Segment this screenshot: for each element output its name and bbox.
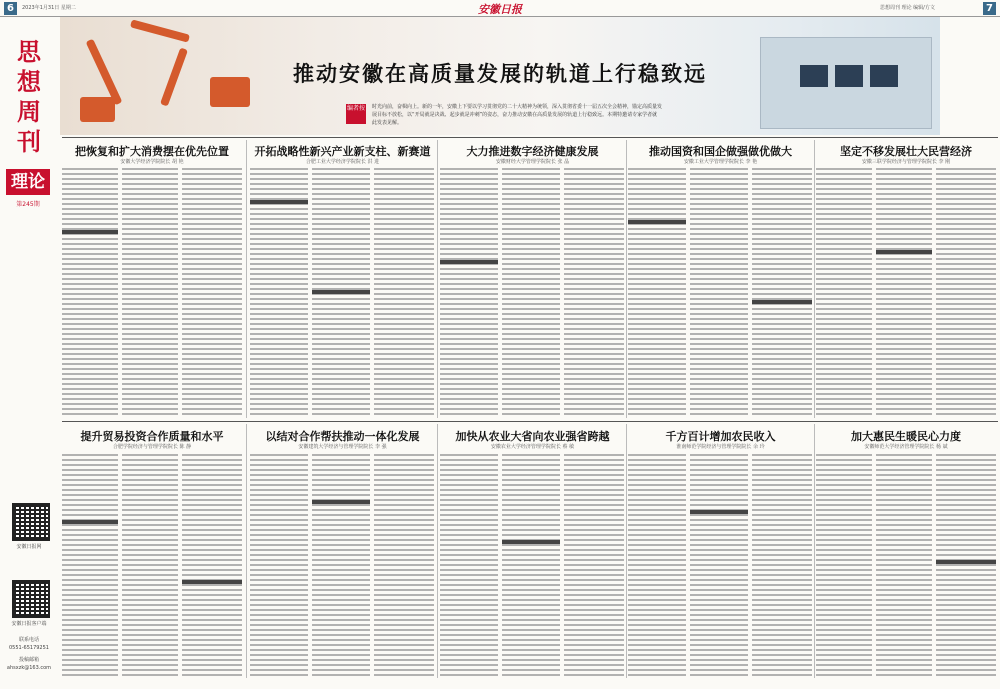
article-body-column [122,168,178,416]
issue-number: 第245期 [16,201,40,208]
subheading [312,500,370,504]
article-title: 把恢复和扩大消费摆在优先位置 [75,145,229,158]
contact-label: 联系电话 [18,637,39,643]
column-divider [246,140,247,418]
subheading [250,200,308,204]
robot-base-icon [80,97,115,122]
article-title: 提升贸易投资合作质量和水平 [80,430,224,443]
email-address: ahsxzk@163.com [6,665,52,671]
article-author: 安徽农业大学经济管理学院院长 蔡 敏 [490,444,575,450]
article-title: 千方百计增加农民收入 [665,430,776,443]
qr-caption: 安徽日报客户端 [11,621,47,627]
article-author: 安徽大学经济学院院长 胡 艳 [120,159,184,165]
article-body-column [374,454,434,678]
article-body-column [628,454,686,678]
article-body-column [182,168,242,416]
article-body-column [62,168,118,416]
subheading [62,520,118,524]
column-divider [437,140,438,418]
subheading [312,290,370,294]
subheading [628,220,686,224]
article-author: 安徽师范大学经济管理学院院长 杨 斌 [864,444,948,450]
subheading [936,560,996,564]
left-page-number: 6 [4,2,17,15]
article-author: 安徽三联学院经济与管理学院院长 李 刚 [861,159,951,165]
qr-code-icon [12,503,50,541]
main-headline: 推动安徽在高质量发展的轨道上行稳致远 [293,61,707,86]
editor-note-tag: 编者按 [346,104,366,124]
article-body-column [876,168,932,416]
article-body-column [62,454,118,678]
article-body-column [564,168,624,416]
email-label: 投稿邮箱 [18,657,39,663]
subheading [440,260,498,264]
subheading [502,540,560,544]
article-body-column [628,168,686,416]
subheading [876,250,932,254]
article-author: 合肥工业大学经济学院院长 洪 进 [305,159,380,165]
article-body-column [250,168,308,416]
column-divider [814,140,815,418]
article-title: 加大惠民生暖民心力度 [851,430,961,443]
article-body-column [564,454,624,678]
section-divider [62,421,998,422]
article-body-column [816,168,872,416]
article-author: 合肥学院经济与管理学院院长 陈 静 [112,444,192,450]
column-divider [626,424,627,678]
phone-number: 0551-65179251 [9,645,49,651]
sidebar [0,17,58,689]
section-badge: 理论 [6,169,50,195]
column-divider [246,424,247,678]
article-body-column [936,454,996,678]
article-title: 推动国资和国企做强做优做大 [649,145,792,158]
subheading [690,510,748,514]
article-body-column [312,454,370,678]
qr-code-icon [12,580,50,618]
article-body-column [752,168,812,416]
right-page-number: 7 [983,2,996,15]
article-body-column [440,454,498,678]
article-author: 安徽建筑大学经济与管理学院院长 李 强 [298,444,387,450]
article-author: 淮南师范学院经济与管理学院院长 余 玲 [676,444,765,450]
subheading [62,230,118,234]
article-body-column [440,168,498,416]
article-title: 大力推进数字经济健康发展 [466,145,599,158]
column-title: 思想周刊 [17,37,41,156]
article-body-column [250,454,308,678]
article-author: 安徽财经大学管理学院院长 张 晶 [495,159,570,165]
article-body-column [502,454,560,678]
subheading [182,580,242,584]
robot-arm-icon [130,19,190,42]
editor-note-text: 时光向前，奋楫向上。新的一年，安徽上下要以学习贯彻党的二十大精神为统领，深入贯彻省委十一届五次全会精神，锚定高质量发展目标不放松，以“开局就是决战、起步就是冲刺”的姿态，奋力推动安徽在高质量发展的轨道上行稳致远。本期特邀请专家学者就此发表见解。 [372,104,663,126]
left-date: 2023年1月31日 星期二 [22,5,76,11]
qr-caption: 安徽日报网 [16,544,42,550]
article-body-column [374,168,434,416]
page-header [0,0,1000,17]
section-divider [62,137,998,138]
masthead: 安徽日报 [478,3,522,16]
article-body-column [816,454,872,678]
right-header-info: 思想周刊 理论 编辑/方文 [880,5,935,11]
article-body-column [502,168,560,416]
article-body-column [122,454,178,678]
article-title: 开拓战略性新兴产业新支柱、新赛道 [254,145,431,158]
article-author: 安徽工业大学管理学院院长 李 艳 [683,159,758,165]
article-title: 坚定不移发展壮大民营经济 [840,145,972,158]
column-divider [437,424,438,678]
article-title: 加快从农业大省向农业强省跨越 [455,430,610,443]
article-body-column [876,454,932,678]
article-body-column [690,454,748,678]
column-divider [626,140,627,418]
article-body-column [752,454,812,678]
article-title: 以结对合作帮扶推动一体化发展 [265,430,420,443]
article-body-column [936,168,996,416]
column-divider [814,424,815,678]
subheading [752,300,812,304]
article-body-column [182,454,242,678]
article-body-column [690,168,748,416]
